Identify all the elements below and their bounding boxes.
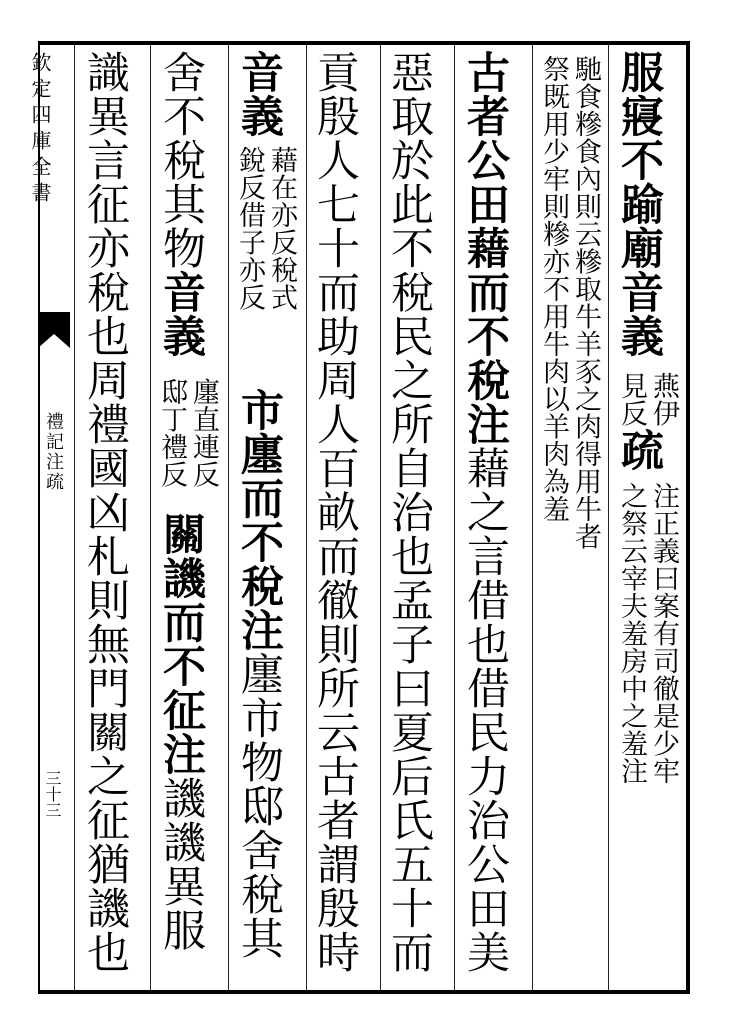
annotation-right: 馳食糝食內則云糝取牛羊豕之肉得用牛者 [570, 55, 601, 550]
headword: 音義 [156, 270, 206, 358]
text-column-8 [82, 50, 128, 974]
annotation-left: 之祭云宰夫羞房中之羞注 [616, 482, 647, 785]
column-divider [74, 45, 75, 990]
column-divider [306, 45, 307, 990]
text-column-5 [312, 50, 358, 974]
commentary: 貢殷人七十而助周人百畝而徹則所云古者謂殷時 [310, 50, 360, 974]
commentary: 惡取於此不稅民之所自治也孟子曰夏后氏五十而 [384, 50, 434, 974]
frame-bottom-rule [38, 990, 690, 994]
column-divider [228, 45, 229, 990]
text-column-4 [386, 50, 432, 974]
annotation-left: 祭既用少牢則糝亦不用牛肉以羊肉為羞 [538, 55, 569, 523]
headword: 古者公田藉而不稅注 [460, 50, 510, 446]
commentary: 藉之言借也借民力治公田美 [460, 446, 510, 974]
column-divider [532, 45, 533, 990]
frame-top-rule [38, 41, 690, 45]
commentary: 譏譏異服 [156, 776, 206, 952]
column-divider [380, 45, 381, 990]
headword: 音義 [234, 50, 284, 138]
annotation-left: 見反 [616, 372, 647, 427]
annotation-right: 注正義曰案有司徹是少牢 [648, 482, 679, 785]
frame-right-rule [686, 41, 690, 994]
text-column-7-cont [158, 512, 204, 952]
headword: 市廛而不稅注 [234, 388, 284, 652]
commentary: 識異言征亦稅也周禮國凶札則無門關之征猶譏也 [80, 50, 130, 974]
page-number: 三十三 [43, 770, 62, 818]
headword: 服寢不踰廟音義 [614, 50, 664, 358]
annotation-right: 藉在亦反稅式 [266, 146, 297, 311]
column-divider [150, 45, 151, 990]
fish-tail-mark-icon [38, 312, 70, 348]
commentary: 廛市物邸舍稅其 [234, 652, 284, 960]
column-divider [454, 45, 455, 990]
text-column-6-cont [236, 388, 282, 960]
text-column-3 [462, 50, 508, 974]
headword: 關譏而不征注 [156, 512, 206, 776]
commentary: 舍不稅其物 [156, 50, 206, 270]
text-column-1 [616, 50, 662, 358]
annotation-left: 銳反借子亦反 [234, 146, 265, 311]
column-divider [608, 45, 609, 990]
annotation-left: 邸丁禮反 [156, 378, 187, 488]
commentary-marker: 疏 [614, 428, 664, 472]
annotation-right: 燕伊 [648, 372, 679, 427]
book-title: 欽定四庫全書 [28, 52, 52, 208]
text-column-6 [236, 50, 282, 138]
section-title: 禮記注疏 [43, 412, 64, 492]
annotation-right: 廛直連反 [188, 378, 219, 488]
text-column-7 [158, 50, 204, 358]
